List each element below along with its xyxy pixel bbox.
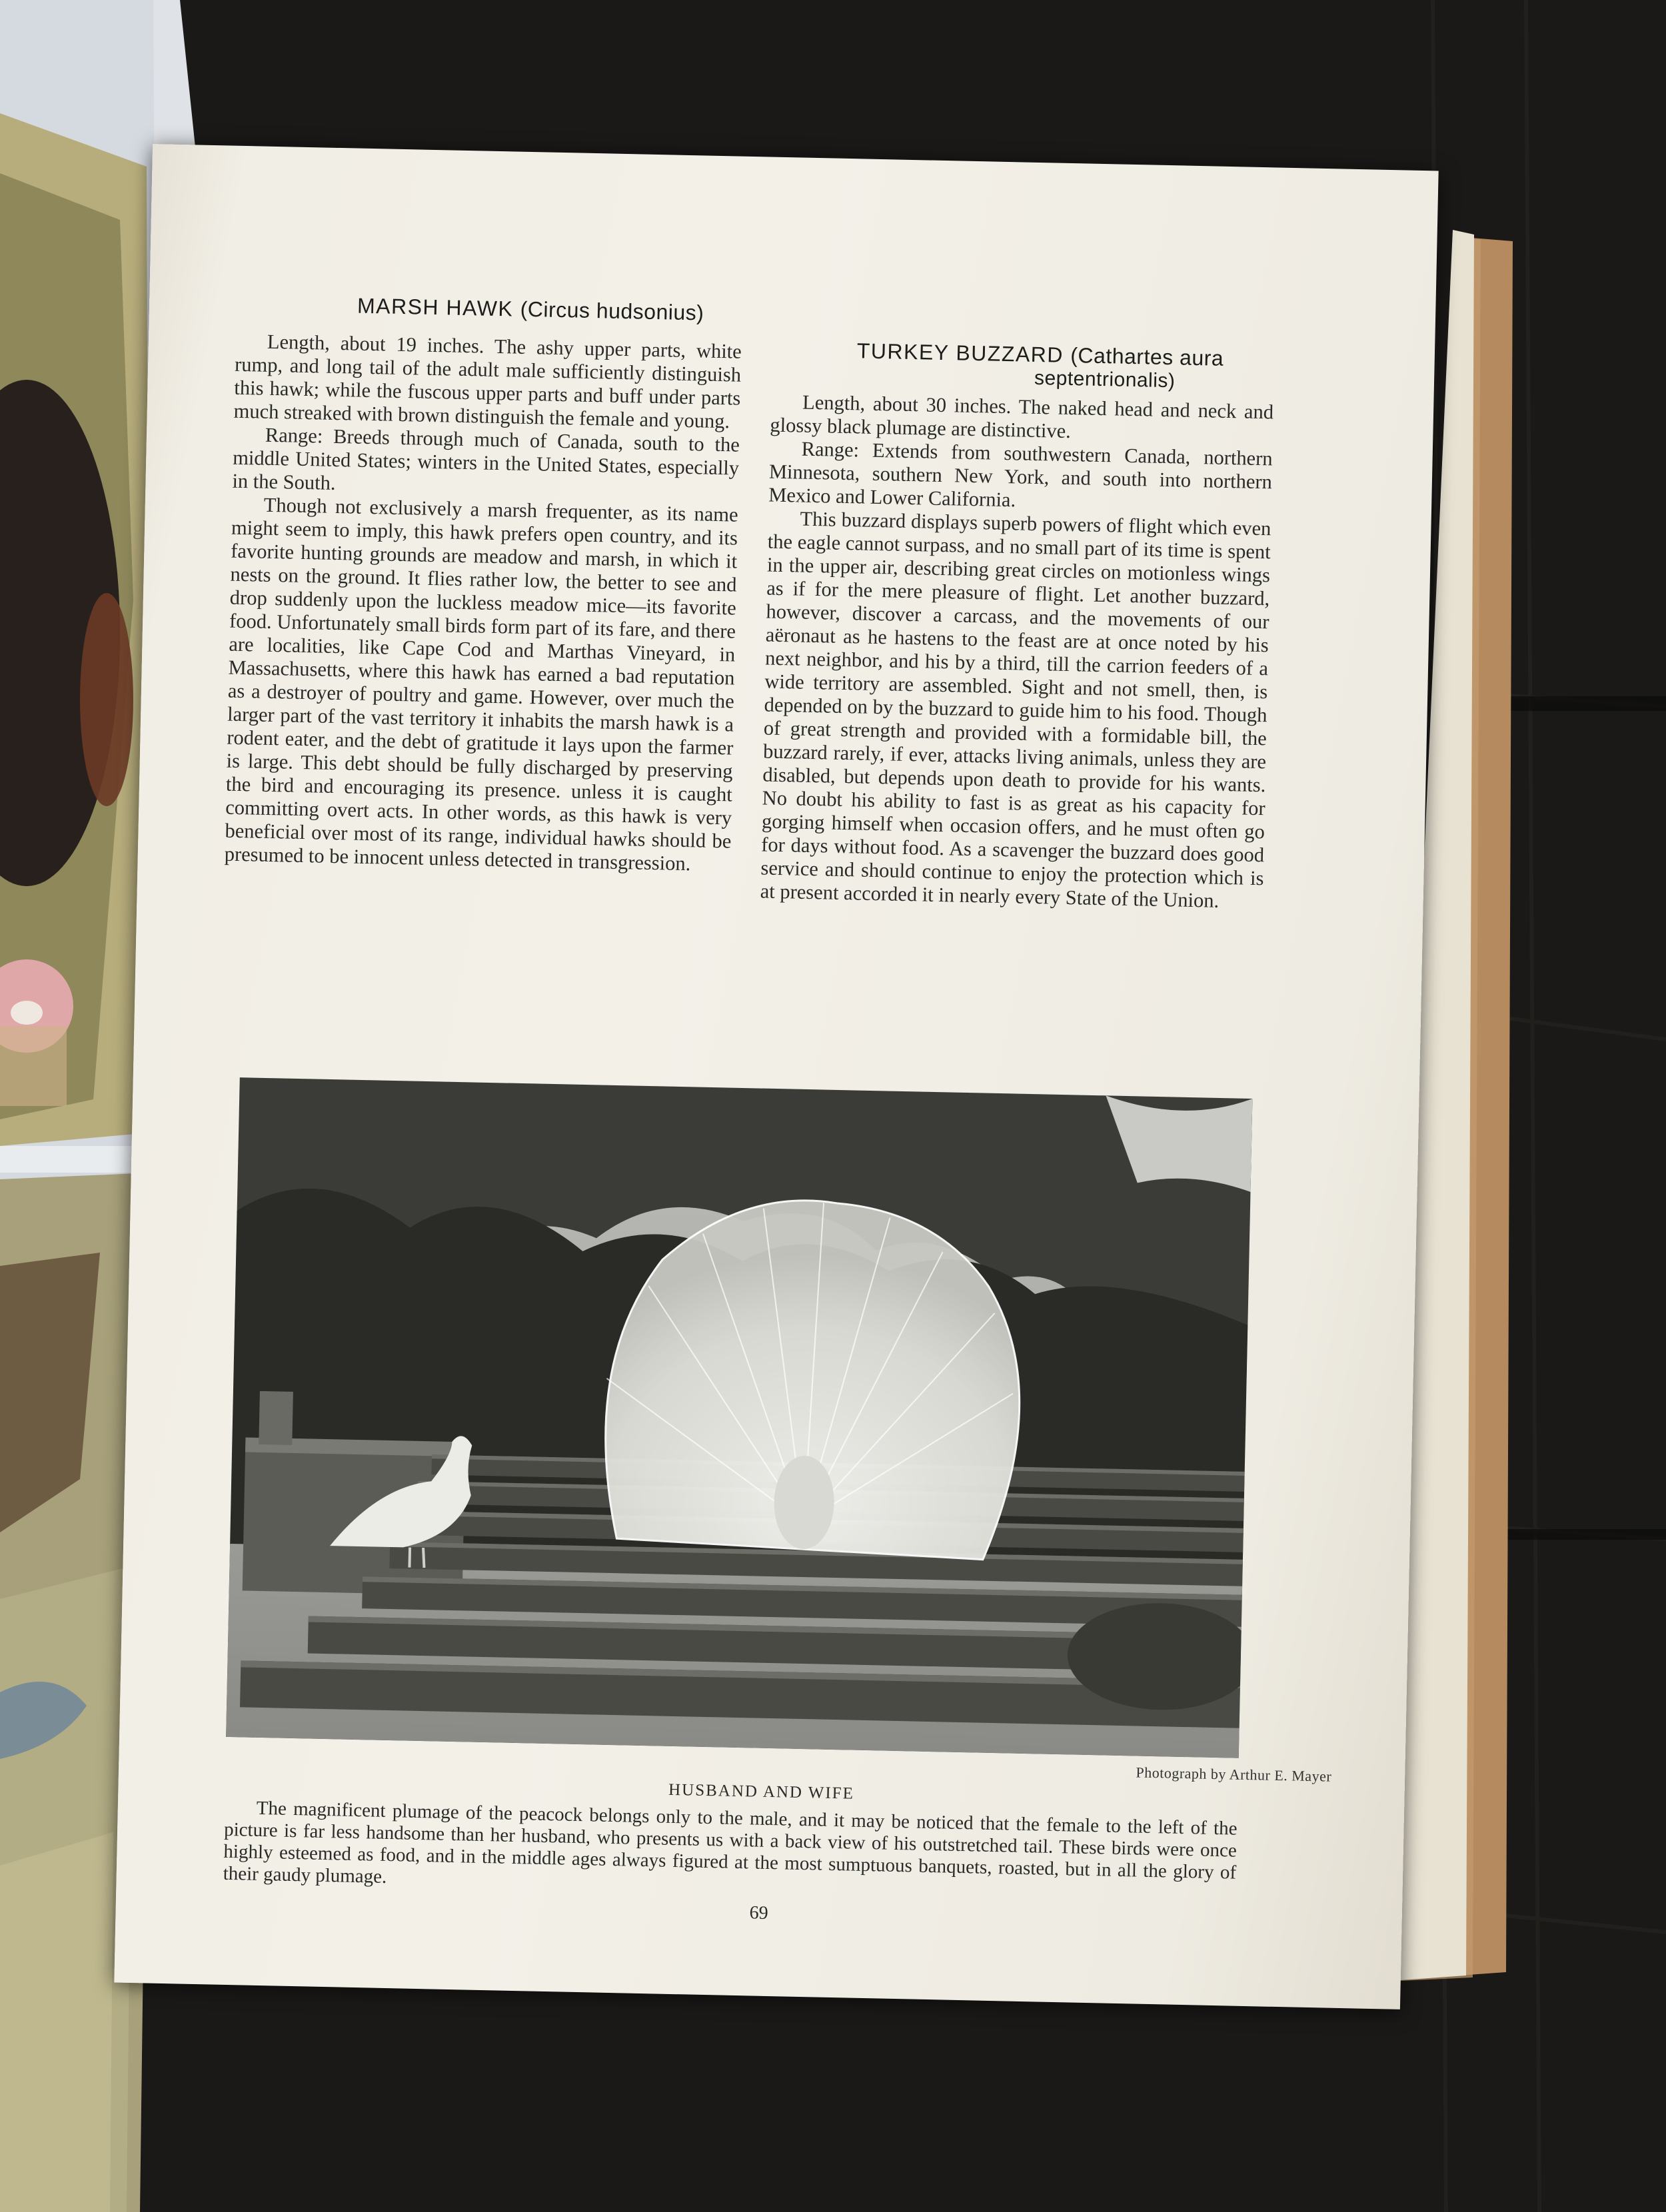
marsh-hawk-name: MARSH HAWK xyxy=(357,293,514,321)
caption-title: HUSBAND AND WIFE xyxy=(668,1780,855,1803)
turkey-buzzard-length-paragraph: Length, about 30 inches. The naked head and neck and glossy black plumage are distinctive. xyxy=(770,390,1274,443)
photo-credit: Photograph by Arthur E. Mayer xyxy=(1136,1764,1332,1785)
turkey-buzzard-text-column xyxy=(760,390,1273,914)
marsh-hawk-title xyxy=(357,294,704,326)
marsh-hawk-text-column xyxy=(224,330,742,877)
marsh-hawk-scientific-name: (Circus hudsonius) xyxy=(520,296,704,325)
marsh-hawk-length-paragraph: Length, about 19 inches. The ashy upper parts, white rump, and long tail of the adult male sufficiently distinguish this hawk; while the fuscous upper parts and buff under parts much streaked with brown distinguish the female and young. xyxy=(233,330,742,433)
turkey-buzzard-title xyxy=(856,338,1224,371)
turkey-buzzard-description-paragraph: This buzzard displays superb powers of flight which even the eagle cannot surpass, and no small part of its time is spent in the upper air, describing great circles on motionless wings as if for the mere pleasure of flight. Let another buzzard, however, discover a carcass, and the movements of our aëronaut as he hastens to the feast are at once noted by his next neighbor, and his by a third, till the carrion feeders of a wide territory are assembled. Sight and not smell, then, is depended on by the buzzard to guide him to his food. Though of great strength and provided with a formidable bill, the buzzard rarely, if ever, attacks living animals, unless they are disabled, but depends upon death to provide for his wants. No doubt his ability to fast is as great as his capacity for gorging himself when occasion offers, and he must often go for days without food. As a scavenger the buzzard does good service and should continue to enjoy the protection which is at present accorded it in nearly every State of the Union. xyxy=(760,507,1271,912)
page-number: 69 xyxy=(749,1902,769,1924)
photo-caption-text: The magnificent plumage of the peacock belongs only to the male, and it may be noticed that the female to the left of the picture is far less handsome than her husband, who presents us with a back view of his outstretched tail. These birds were once highly esteemed as food, and in the middle ages always figured at the most sumptuous banquets, roasted, but in all the glory of their gaudy plumage. xyxy=(223,1797,1238,1888)
turkey-buzzard-name: TURKEY BUZZARD xyxy=(856,338,1064,367)
turkey-buzzard-scientific-name-1: (Cathartes aura xyxy=(1070,343,1224,370)
book-page xyxy=(114,144,1438,2009)
marsh-hawk-range-paragraph: Range: Breeds through much of Canada, south to the middle United States; winters in the United States, especially in the South. xyxy=(232,423,740,494)
peacock-photograph xyxy=(226,1077,1252,1758)
photo-caption xyxy=(223,1797,1237,1906)
turkey-buzzard-range-paragraph: Range: Extends from southwestern Canada, northern Minnesota, southern New York, and south into northern Mexico and Lower California. xyxy=(768,437,1273,512)
turkey-buzzard-scientific-name-2: septentrionalis) xyxy=(1034,366,1176,392)
marsh-hawk-description-paragraph: Though not exclusively a marsh frequenter, as its name might seem to imply, this hawk prefers open country, and its favorite hunting grounds are meadow and marsh, in which it nests on the ground. It flies rather low, the better to see and drop suddenly upon the luckless meadow mice—its favorite food. Unfortunately small birds form part of its fare, and there are localities, like Cape Cod and Marthas Vineyard, in Massachusetts, where this hawk has earned a bad reputation as a destroyer of poultry and game. However, over much the larger part of the vast territory it inhabits the marsh hawk is a rodent eater, and the debt of gratitude it lays upon the farmer is large. This debt should be fully discharged by preserving the bird and encouraging its presence. unless it is caught committing overt acts. In other words, as this hawk is very beneficial over most of its range, individual hawks should be presumed to be innocent unless detected in transgression. xyxy=(224,493,739,875)
